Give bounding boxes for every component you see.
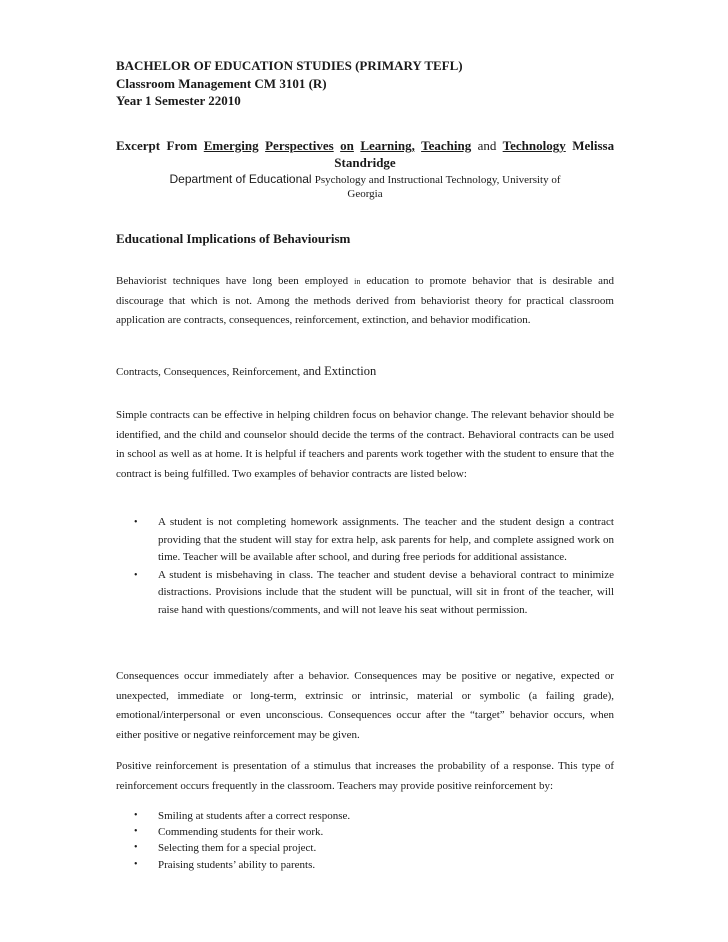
contracts-paragraph: Simple contracts can be effective in helping children focus on behavior change. The relevant behavior should be identified, and the child and counselor should decide the terms of the contract. Behavioral contracts can be used in school as well as at home. It is helpful if teachers and parents work together with the student to ensure that the contract is being fulfilled. Two examples of behavior contracts are listed below:	[116, 409, 614, 480]
list-item: • Praising students’ ability to parents.	[158, 857, 614, 873]
excerpt-author: Standridge	[334, 155, 396, 170]
intro-paragraph: Behaviorist techniques have long been employed in education to promote behavior that is desirable and discourage that which is not. Among the methods derived from behaviorist theory for practical classroom application are contracts, consequences, reinforcement, extinction, and behavior modification.	[116, 275, 615, 326]
bullet-icon: •	[134, 810, 138, 821]
bullet-icon: •	[134, 826, 138, 838]
program-title: BACHELOR OF EDUCATION STUDIES (PRIMARY TEFL)	[116, 58, 463, 73]
contract-examples-list	[134, 514, 614, 619]
semester-label: Year 1 Semester 22010	[116, 93, 241, 108]
bullet-icon: •	[134, 842, 138, 854]
excerpt-department: Department of Educational Psychology and Instructional Technology, University of	[169, 172, 561, 186]
bullet-icon: •	[134, 569, 138, 581]
list-item: • Smiling at students after a correct response.	[158, 808, 614, 824]
list-item: • A student is not completing homework assignments. The teacher and the student design a contract providing that the student will stay for extra help, ask parents for help, and complete assigned work on time. Teacher will be available after school, and during free periods for additional assistance.	[134, 516, 614, 563]
section-title: Educational Implications of Behaviourism	[116, 231, 351, 246]
contracts-subheading: Contracts, Consequences, Reinforcement, and Extinction	[116, 364, 377, 378]
list-item: • A student is misbehaving in class. The teacher and student devise a behavioral contract to minimize distractions. Provisions include that the student will be punctual, will sit in front of the teacher, will raise hand with questions/comments, and will not leave his seat without permission.	[134, 568, 614, 616]
excerpt-title: Excerpt From Emerging Perspectives on Learning, Teaching and Technology Melissa	[116, 138, 615, 153]
list-item: • Commending students for their work.	[158, 824, 614, 840]
list-item: • Selecting them for a special project.	[158, 840, 614, 856]
course-header	[116, 57, 614, 110]
consequences-paragraph: Consequences occur immediately after a behavior. Consequences may be positive or negative, expected or unexpected, immediate or long-term, extrinsic or intrinsic, material or symbolic (a failing grade), emotional/interpersonal or even unconscious. Consequences occur after the “target” behavior occurs, when either positive or negative reinforcement may be given.	[116, 670, 614, 741]
reinforcement-paragraph: Positive reinforcement is presentation of a stimulus that increases the probability of a response. This type of reinforcement occurs frequently in the classroom. Teachers may provide positive reinforcement by:	[116, 760, 614, 792]
excerpt-department-cont: Georgia	[347, 188, 383, 200]
course-title: Classroom Management CM 3101 (R)	[116, 75, 327, 91]
bullet-icon: •	[134, 858, 138, 870]
bullet-icon: •	[134, 517, 138, 528]
reinforcement-list	[134, 808, 614, 873]
